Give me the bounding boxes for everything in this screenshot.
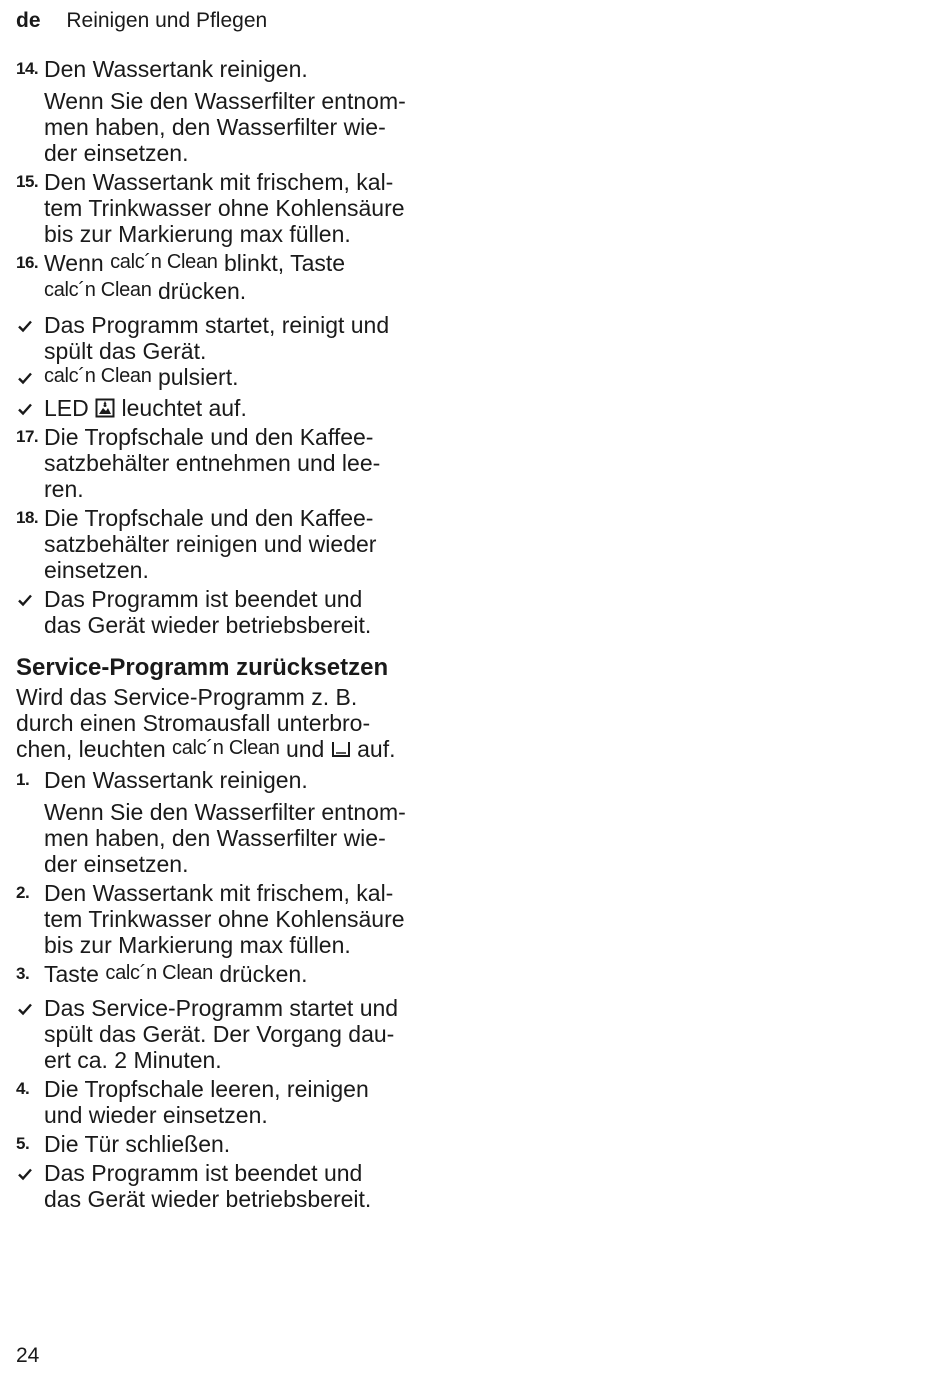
checkmark-icon — [17, 1166, 33, 1182]
step-number: 15. — [16, 172, 39, 191]
step-line: satzbehälter reinigen und wieder — [44, 531, 377, 557]
page-number: 24 — [16, 1344, 40, 1367]
step-line — [44, 250, 456, 278]
result-program-finished — [16, 586, 456, 638]
step-line: ren. — [44, 476, 84, 502]
note-line: men haben, den Wasserfilter wie- — [44, 114, 386, 140]
text-fragment: pulsiert. — [151, 364, 239, 390]
step-14 — [16, 56, 456, 82]
step-line: Die Tropfschale leeren, reinigen — [44, 1076, 369, 1102]
page-header — [16, 8, 267, 34]
text-fragment: Taste — [44, 961, 106, 987]
result-line: Das Service-Programm startet und — [44, 995, 399, 1021]
result-program-starts — [16, 312, 456, 364]
step-line — [44, 278, 456, 306]
step-text: Den Wassertank reinigen. — [44, 767, 308, 793]
text-fragment: drücken. — [151, 278, 247, 304]
intro-line: durch einen Stromausfall unterbro- — [16, 710, 371, 736]
note-line: der einsetzen. — [44, 140, 189, 166]
step-number: 17. — [16, 427, 39, 446]
step-line: und wieder einsetzen. — [44, 1102, 268, 1128]
checkmark-icon — [17, 401, 33, 417]
step-1-note — [16, 799, 456, 877]
step-5 — [16, 1131, 456, 1157]
note-line: der einsetzen. — [44, 851, 189, 877]
step-15 — [16, 169, 456, 247]
section-title: Reinigen und Pflegen — [66, 9, 268, 32]
intro-line: Wird das Service-Programm z. B. — [16, 684, 358, 710]
step-18 — [16, 505, 456, 583]
step-line: bis zur Markierung max füllen. — [44, 221, 351, 247]
result-line: Das Programm ist beendet und — [44, 586, 363, 612]
checkmark-icon — [17, 318, 33, 334]
calc-n-clean-button-label: calc´n Clean — [105, 962, 213, 984]
checkmark-icon — [17, 370, 33, 386]
note-line: Wenn Sie den Wasserfilter entnom- — [44, 88, 406, 114]
intro-paragraph — [16, 684, 456, 764]
result-line: Das Programm ist beendet und — [44, 1160, 363, 1186]
step-line: Den Wassertank mit frischem, kal- — [44, 169, 394, 195]
step-number: 18. — [16, 508, 39, 527]
step-4 — [16, 1076, 456, 1128]
step-number: 5. — [16, 1134, 30, 1153]
result-line: spült das Gerät. Der Vorgang dau- — [44, 1021, 395, 1047]
calc-n-clean-button-label: calc´n Clean — [44, 365, 152, 387]
page-content — [16, 56, 456, 1212]
calc-n-clean-button-label: calc´n Clean — [172, 737, 280, 759]
step-number: 16. — [16, 253, 39, 272]
step-3 — [16, 961, 456, 989]
step-number: 14. — [16, 59, 39, 78]
step-number: 4. — [16, 1079, 30, 1098]
step-line: bis zur Markierung max füllen. — [44, 932, 351, 958]
calc-n-clean-button-label: calc´n Clean — [110, 251, 218, 273]
intro-line — [16, 736, 456, 764]
step-line: Die Tropfschale und den Kaffee- — [44, 505, 374, 531]
result-pulsing — [16, 364, 456, 392]
step-text: Den Wassertank reinigen. — [44, 56, 308, 82]
language-code: de — [16, 9, 41, 32]
text-fragment: auf. — [350, 736, 396, 762]
result-program-finished — [16, 1160, 456, 1212]
step-number: 1. — [16, 770, 30, 789]
note-line: Wenn Sie den Wasserfilter entnom- — [44, 799, 406, 825]
text-fragment: und — [279, 736, 331, 762]
water-tank-icon — [331, 739, 351, 759]
text-fragment: Wenn — [44, 250, 111, 276]
step-line: einsetzen. — [44, 557, 149, 583]
result-line: spült das Gerät. — [44, 338, 207, 364]
checkmark-icon — [17, 1001, 33, 1017]
descaling-indicator-icon — [95, 398, 115, 418]
result-line: Das Programm startet, reinigt und — [44, 312, 390, 338]
step-number: 3. — [16, 964, 30, 983]
step-16 — [16, 250, 456, 306]
result-line: das Gerät wieder betriebsbereit. — [44, 1186, 372, 1212]
result-line: ert ca. 2 Minuten. — [44, 1047, 222, 1073]
step-14-note — [16, 88, 456, 166]
checkmark-icon — [17, 592, 33, 608]
calc-n-clean-button-label: calc´n Clean — [44, 279, 152, 301]
result-line: das Gerät wieder betriebsbereit. — [44, 612, 372, 638]
step-number: 2. — [16, 883, 30, 902]
step-17 — [16, 424, 456, 502]
text-fragment: LED — [44, 395, 96, 421]
note-line: men haben, den Wasserfilter wie- — [44, 825, 386, 851]
step-line: Die Tropfschale und den Kaffee- — [44, 424, 374, 450]
step-text: Die Tür schließen. — [44, 1131, 231, 1157]
section-heading: Service-Programm zurücksetzen — [16, 654, 389, 681]
text-fragment: drücken. — [212, 961, 308, 987]
text-fragment: chen, leuchten — [16, 736, 173, 762]
step-line: tem Trinkwasser ohne Kohlensäure — [44, 906, 405, 932]
result-service-program-starts — [16, 995, 456, 1073]
step-2 — [16, 880, 456, 958]
text-fragment: leuchtet auf. — [115, 395, 247, 421]
text-fragment: blinkt, Taste — [217, 250, 346, 276]
step-line: tem Trinkwasser ohne Kohlensäure — [44, 195, 405, 221]
step-1 — [16, 767, 456, 793]
result-led — [16, 395, 456, 421]
step-line: Den Wassertank mit frischem, kal- — [44, 880, 394, 906]
step-line: satzbehälter entnehmen und lee- — [44, 450, 381, 476]
